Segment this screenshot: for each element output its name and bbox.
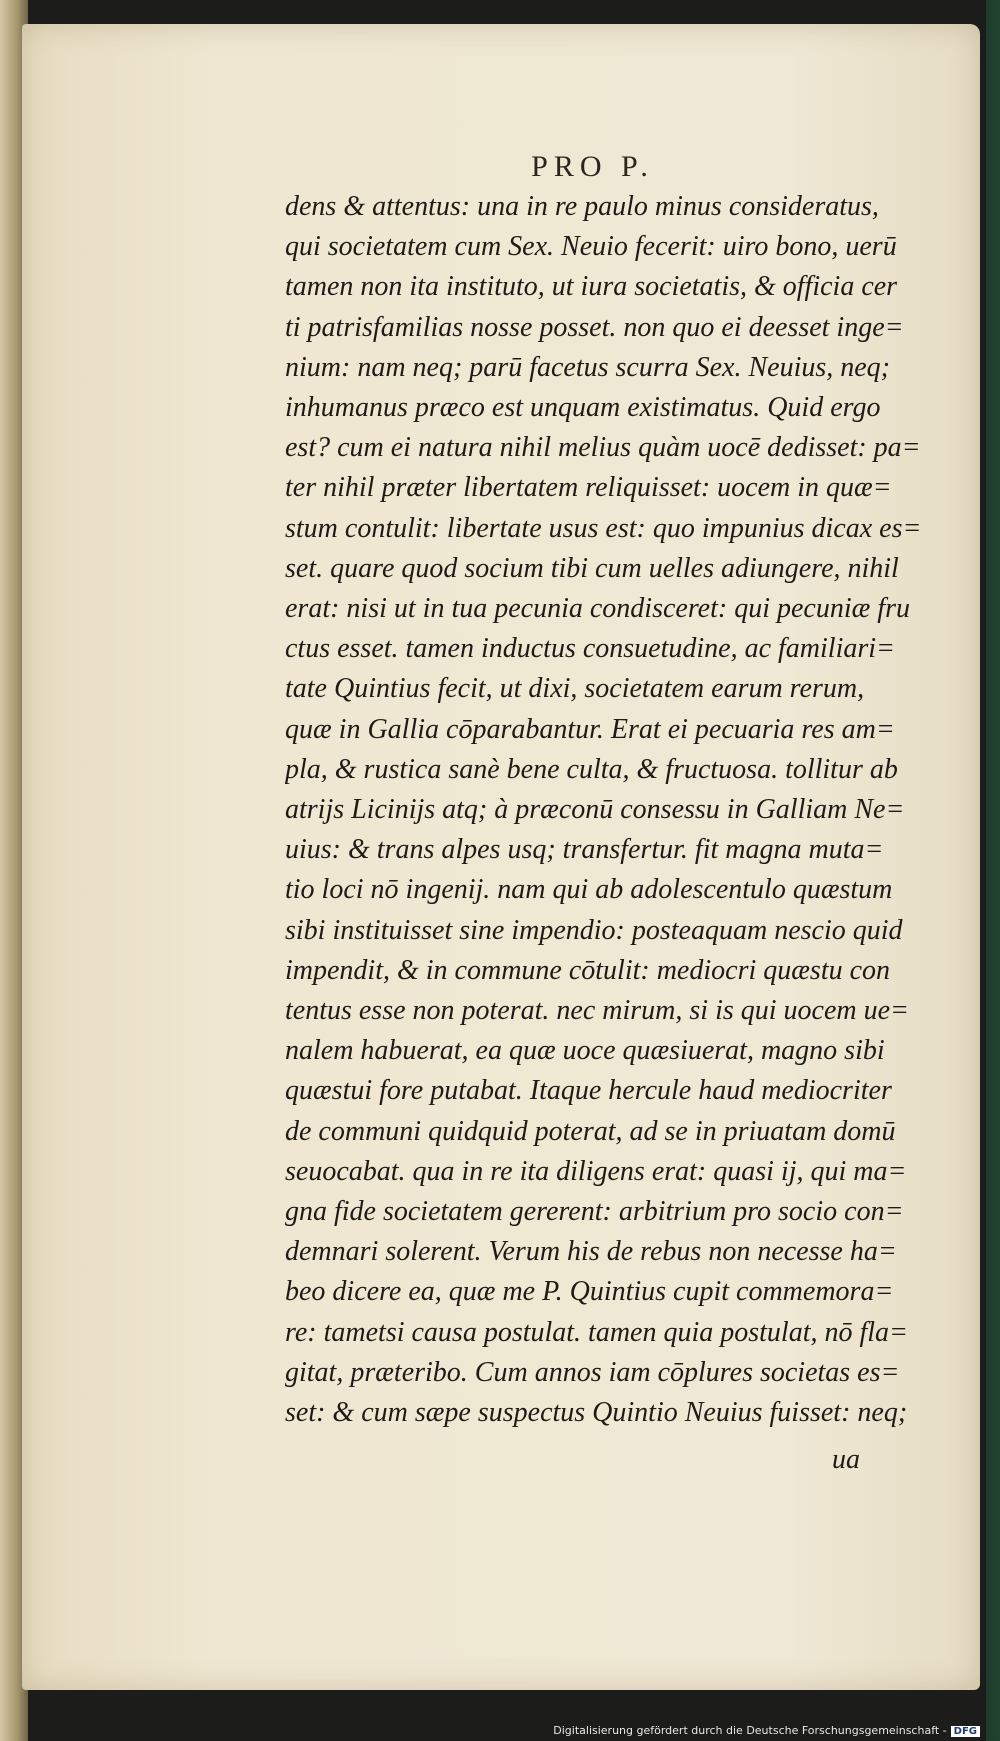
catchword: ua (832, 1444, 860, 1475)
text-line: tate Quintius fecit, ut dixi, societatem earum rerum, (285, 673, 865, 705)
text-line: seuocabat. qua in re ita diligens erat: quasi ij, qui ma= (285, 1155, 907, 1187)
text-line: ter nihil præter libertatem reliquisset: uocem in quæ= (285, 472, 892, 504)
text-line: dens & attentus: una in re paulo minus consideratus, (285, 191, 879, 222)
running-header: PRO P. (531, 150, 654, 183)
text-line: quæ in Gallia cōparabantur. Erat ei pecuaria res am= (285, 713, 895, 745)
digitization-credit (553, 1724, 980, 1737)
text-line: ti patrisfamilias nosse posset. non quo ei deesset inge= (285, 311, 904, 343)
text-line: tamen non ita instituto, ut iura societatis, & officia cer (285, 271, 898, 303)
text-line: sibi instituisset sine impendio: posteaquam nescio quid (285, 914, 903, 946)
cover-edge (986, 0, 1000, 1741)
text-line: pla, & rustica sanè bene culta, & fructuosa. tollitur ab (285, 753, 898, 785)
text-line: stum contulit: libertate usus est: quo impunius dicax es= (285, 512, 922, 544)
text-line: erat: nisi ut in tua pecunia condisceret: qui pecuniæ fru (285, 593, 910, 625)
text-line: gitat, præteribo. Cum annos iam cōplures societas es= (285, 1356, 900, 1388)
credit-text: Digitalisierung gefördert durch die Deutsche Forschungsgemeinschaft - (553, 1724, 947, 1737)
text-line: nium: nam neq; parū facetus scurra Sex. Neuius, neq; (285, 351, 891, 383)
text-line: atrijs Licinijs atq; à præconū consessu in Galliam Ne= (285, 794, 905, 826)
text-line: tio loci nō ingenij. nam qui ab adolescentulo quæstum (285, 874, 893, 906)
text-line: beo dicere ea, quæ me P. Quintius cupit commemora= (285, 1276, 894, 1308)
text-line: re: tametsi causa postulat. tamen quia postulat, nō fla= (285, 1316, 908, 1348)
dfg-logo: DFG (951, 1726, 980, 1737)
text-line: qui societatem cum Sex. Neuio fecerit: uiro bono, uerū (285, 231, 897, 263)
text-line: uius: & trans alpes usq; transfertur. fit magna muta= (285, 834, 884, 866)
text-line: tentus esse non poterat. nec mirum, si is qui uocem ue= (285, 995, 909, 1027)
text-line: nalem habuerat, ea quæ uoce quæsiuerat, magno sibi (285, 1035, 885, 1067)
text-line: set: & cum sæpe suspectus Quintio Neuius fuisset: neq; (285, 1397, 908, 1429)
text-line: quæstui fore putabat. Itaque hercule haud mediocriter (285, 1075, 892, 1107)
text-line: gna fide societatem gererent: arbitrium pro socio con= (285, 1196, 904, 1228)
text-line: de communi quidquid poterat, ad se in priuatam domū (285, 1115, 896, 1147)
text-line: impendit, & in commune cōtulit: mediocri quæstu con (285, 954, 891, 986)
text-line: set. quare quod socium tibi cum uelles adiungere, nihil (285, 552, 899, 584)
text-line: ctus esset. tamen inductus consuetudine, ac familiari= (285, 633, 895, 665)
text-line: inhumanus præco est unquam existimatus. Quid ergo (285, 392, 881, 424)
text-line: demnari solerent. Verum his de rebus non necesse ha= (285, 1236, 897, 1268)
body-text (285, 187, 935, 1433)
text-line: est? cum ei natura nihil melius quàm uocē dedisset: pa= (285, 432, 921, 464)
